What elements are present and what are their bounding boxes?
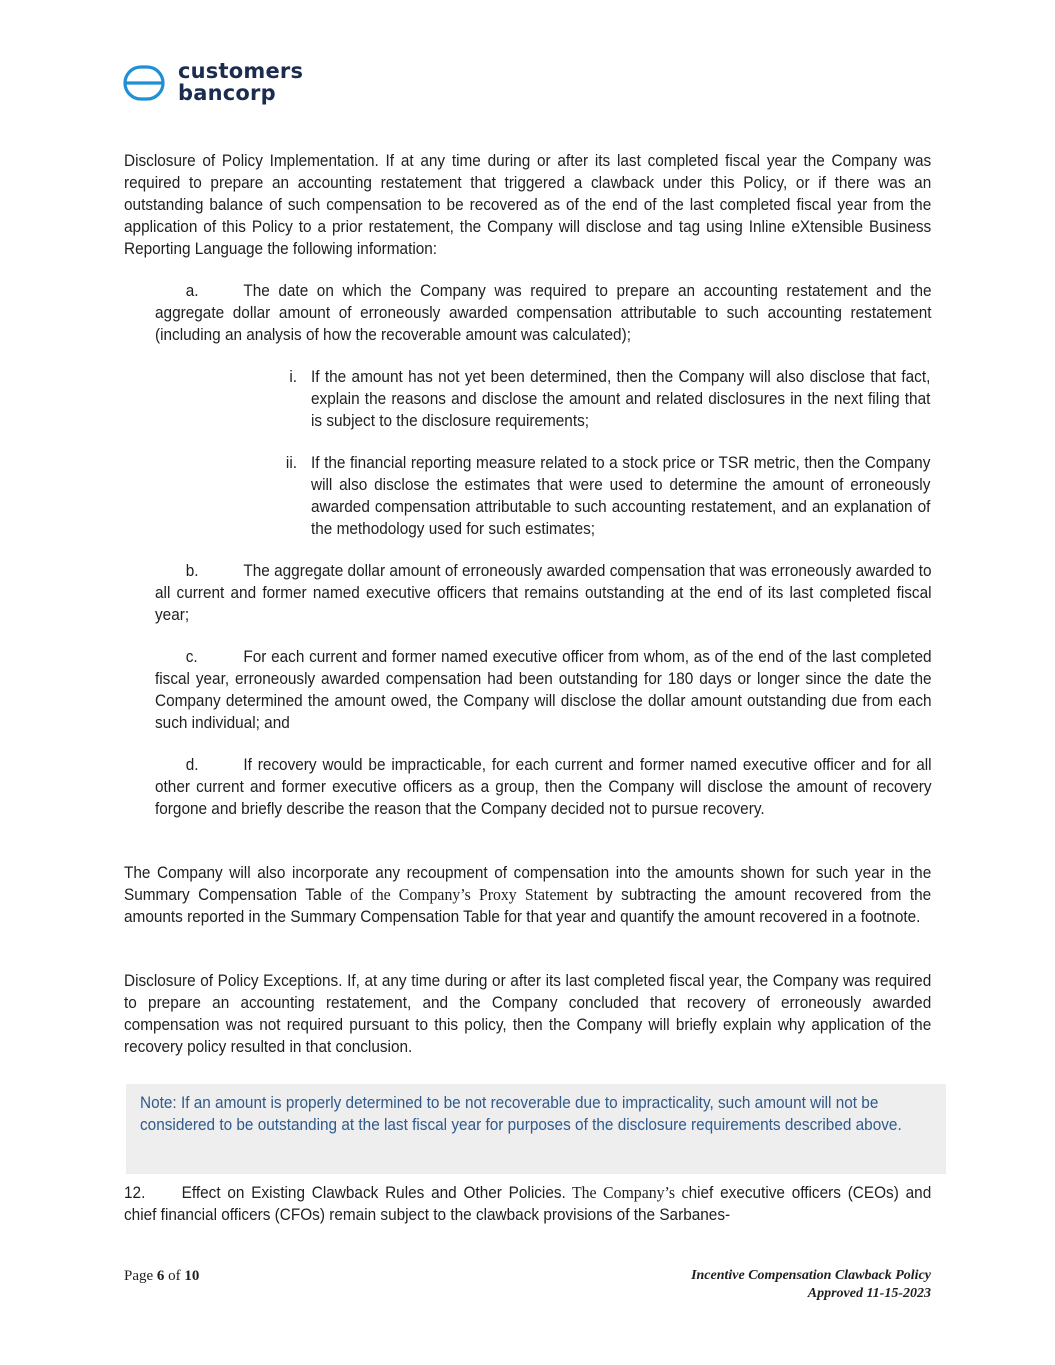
logo-line-bancorp: bancorp bbox=[178, 81, 276, 105]
footer-title: Incentive Compensation Clawback Policy bbox=[691, 1268, 931, 1283]
policy-exceptions-paragraph: Disclosure of Policy Exceptions. If, at any time during or after its last completed fiscal year, the Company was required to prepare an accounting restatement, and the Company concluded that recovery of erroneously awarded compensation was not required pursuant to this policy, then the Company will briefly explain why application of the recovery policy resulted in that conclusion. bbox=[124, 972, 932, 1056]
current-page: 6 bbox=[156, 1268, 165, 1284]
item-b-text: The aggregate dollar amount of erroneously awarded compensation that was erroneously awarded to all current and former named executive officers that remains outstanding at the end of its last completed fiscal year; bbox=[155, 562, 932, 624]
of-word: of bbox=[164, 1268, 185, 1284]
item-a bbox=[155, 280, 932, 346]
item-a-text: The date on which the Company was required to prepare an accounting restatement and the aggregate dollar amount of erroneously awarded compensation attributable to such accounting restatement (including an analysis of how the recoverable amount was calculated); bbox=[155, 282, 932, 344]
item-a-label: a. bbox=[185, 282, 199, 300]
item-i-label: i. bbox=[289, 368, 297, 386]
item-c-label: c. bbox=[185, 648, 198, 666]
page-word: Page bbox=[124, 1268, 157, 1284]
item-d bbox=[155, 754, 932, 820]
footer-approved-date: Approved 11-15-2023 bbox=[807, 1286, 931, 1301]
recoupment-paragraph bbox=[124, 862, 931, 928]
disclosure-implementation-paragraph: Disclosure of Policy Implementation. If at any time during or after its last completed fiscal year the Company was required to prepare an accounting restatement that triggered a clawback under this Policy, or if there was an outstanding balance of such compensation to be recovered as of the end of the last completed fiscal year from the application of this Policy to a prior restatement, the Company will disclose and tag using Inline eXtensible Business Reporting Language the following information: bbox=[124, 152, 932, 258]
recoupment-part3: by subtracting the amount recovered from the amounts reported in the Summary Compensation Table for that year and quantify the amount recovered in a footnote. bbox=[124, 886, 932, 926]
item-d-text: If recovery would be impracticable, for each current and former named executive officer and for all other current and former executive officers as a group, then the Company will disclose the amount of recovery forgone and briefly describe the reason that the Company decided not to pursue recovery. bbox=[155, 756, 932, 818]
section-12-paragraph bbox=[124, 1182, 931, 1226]
page-number bbox=[124, 1267, 199, 1285]
section-12-heading: Effect on Existing Clawback Rules and Other Policies. bbox=[181, 1184, 566, 1202]
recoupment-part1: The Company will also incorporate any recoupment of compensation into the amounts shown for such year in the Summary Compensation Table bbox=[124, 864, 932, 904]
section-12-number: 12. bbox=[124, 1184, 146, 1202]
item-c-text: For each current and former named executive officer from whom, as of the end of the last completed fiscal year, erroneously awarded compensation had been outstanding for 180 days or longer since the date the Company determined the amount owed, the Company will disclose the dollar amount outstanding due from each such individual; and bbox=[155, 648, 932, 732]
item-ii-text: If the financial reporting measure related to a stock price or TSR metric, then the Company will also disclose the estimates that were used to determine the amount of erroneously awarded compensation attributable to such accounting restatement, and an explanation of the methodology used for such estimates; bbox=[311, 454, 931, 538]
section-12-serif-part: The Company’s c bbox=[565, 1183, 689, 1202]
item-b-label: b. bbox=[185, 562, 199, 580]
section-12-text: hief executive officers (CEOs) and chief financial officers (CFOs) remain subject to the clawback provisions of the Sarbanes- bbox=[124, 1184, 932, 1224]
recoupment-proxy-statement: of the Company’s Proxy Statement bbox=[341, 885, 589, 904]
logo-wordmark bbox=[178, 61, 303, 105]
item-ii-label: ii. bbox=[285, 454, 297, 472]
company-logo bbox=[123, 61, 303, 105]
note-text: Note: If an amount is properly determined to be not recoverable due to impracticality, such amount will not be considered to be outstanding at the last fiscal year for purposes of the disclosure requirements described above. bbox=[140, 1094, 902, 1134]
customers-bancorp-logo-icon bbox=[123, 65, 165, 101]
item-d-label: d. bbox=[185, 756, 199, 774]
item-b bbox=[155, 560, 932, 626]
logo-line-customers: customers bbox=[178, 59, 304, 83]
footer-policy-title bbox=[691, 1267, 931, 1303]
total-pages: 10 bbox=[184, 1268, 200, 1284]
item-c bbox=[155, 646, 932, 734]
item-i-text: If the amount has not yet been determined, then the Company will also disclose that fact, explain the reasons and disclose the amount and related disclosures in the next filing that is subject to the disclosure requirements; bbox=[311, 368, 931, 430]
